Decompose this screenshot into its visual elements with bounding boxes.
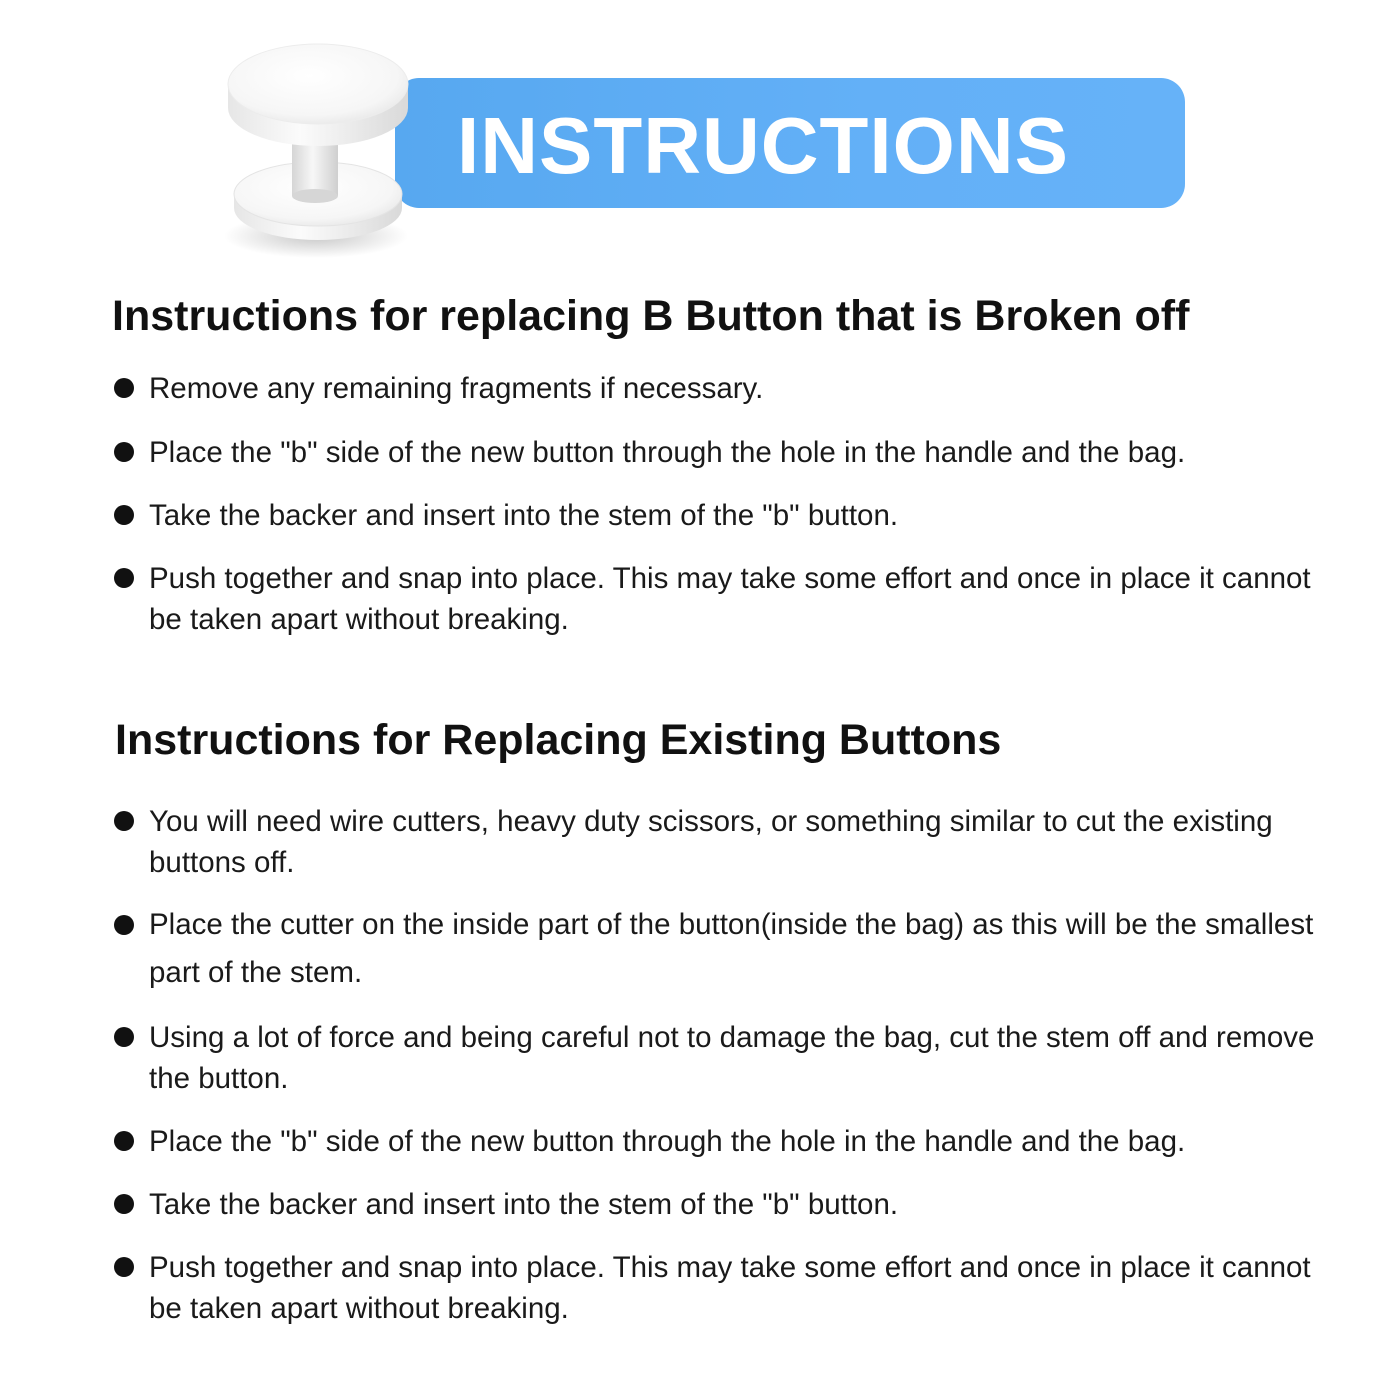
section-heading-broken: Instructions for replacing B Button that is Broken off [112,292,1190,340]
banner-title: INSTRUCTIONS [457,101,1069,190]
bullet-icon [114,915,134,935]
bullet-icon [114,1027,134,1047]
section-heading-existing: Instructions for Replacing Existing Buttons [115,716,1002,764]
list-item [112,801,1342,883]
list-item [112,558,1342,640]
step-text: Using a lot of force and being careful not to damage the bag, cut the stem off and remove the button. [149,1021,1315,1095]
step-text: Place the cutter on the inside part of the button(inside the bag) as this will be the smallest part of the stem. [149,908,1314,989]
step-text: Take the backer and insert into the stem of the "b" button. [149,499,899,532]
bullet-icon [114,1257,134,1277]
list-item [112,1121,1342,1162]
bullet-icon [114,1194,134,1214]
list-item [112,432,1342,473]
button-stud-icon [212,24,424,260]
step-text: Push together and snap into place. This may take some effort and once in place it cannot be taken apart without breaking. [149,562,1311,636]
bullet-icon [114,442,134,462]
step-text: Place the "b" side of the new button through the hole in the handle and the bag. [149,1125,1186,1158]
bullet-icon [114,505,134,525]
list-item [112,1017,1342,1099]
step-text: Remove any remaining fragments if necessary. [149,372,764,405]
step-text: Push together and snap into place. This may take some effort and once in place it cannot be taken apart without breaking. [149,1251,1311,1325]
bullet-icon [114,811,134,831]
instructions-banner [395,78,1185,208]
step-text: Place the "b" side of the new button through the hole in the handle and the bag. [149,436,1186,469]
bullet-icon [114,568,134,588]
bullet-icon [114,378,134,398]
list-item [112,1184,1342,1225]
list-item [112,1247,1342,1329]
list-item [112,495,1342,536]
list-item [112,368,1342,409]
bullet-icon [114,1131,134,1151]
list-item [112,905,1342,997]
step-text: Take the backer and insert into the stem of the "b" button. [149,1188,899,1221]
step-text: You will need wire cutters, heavy duty scissors, or something similar to cut the existing buttons off. [149,805,1273,879]
